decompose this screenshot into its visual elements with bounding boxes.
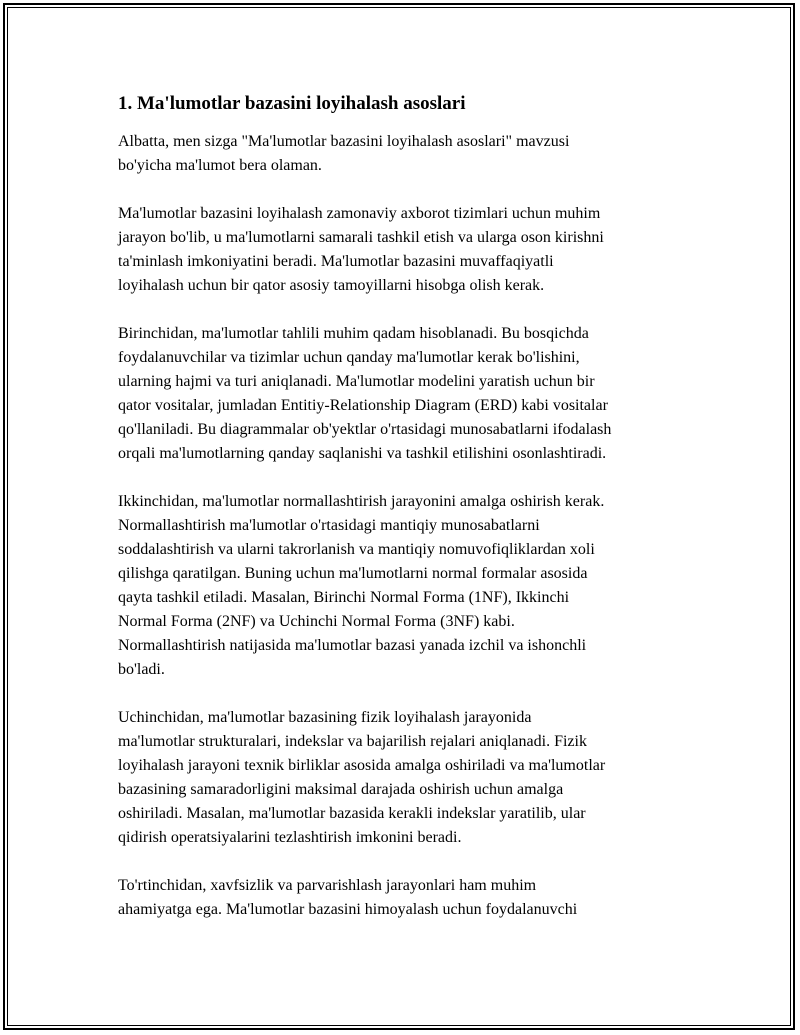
text-line: orqali ma'lumotlarning qanday saqlanishi va tashkil etilishini osonlashtiradi.	[118, 445, 607, 462]
text-line: soddalashtirish va ularni takrorlanish va mantiqiy nomuvofiqliklardan xoli	[118, 541, 595, 558]
paragraph-overview	[118, 202, 698, 298]
text-line: ma'lumotlar strukturalari, indekslar va bajarilish rejalari aniqlanadi. Fizik	[118, 733, 587, 750]
paragraph-second	[118, 490, 698, 682]
text-line: qidirish operatsiyalarini tezlashtirish imkonini beradi.	[118, 829, 462, 846]
paragraph-first	[118, 322, 698, 466]
text-line: jarayon bo'lib, u ma'lumotlarni samarali tashkil etish va ularga oson kirishni	[118, 229, 604, 246]
text-line: loyihalash uchun bir qator asosiy tamoyillarni hisobga olish kerak.	[118, 277, 545, 294]
section-heading: 1. Ma'lumotlar bazasini loyihalash asoslari	[118, 93, 466, 114]
paragraph-third	[118, 706, 698, 850]
text-line: bo'ladi.	[118, 661, 165, 678]
text-line: Ma'lumotlar bazasini loyihalash zamonaviy axborot tizimlari uchun muhim	[118, 205, 601, 222]
text-line: qo'llaniladi. Bu diagrammalar ob'yektlar o'rtasidagi munosabatlarni ifodalash	[118, 421, 612, 438]
text-line: To'rtinchidan, xavfsizlik va parvarishlash jarayonlari ham muhim	[118, 877, 537, 894]
text-line: oshiriladi. Masalan, ma'lumotlar bazasida kerakli indekslar yaratilib, ular	[118, 805, 586, 822]
paragraph-intro	[118, 130, 698, 178]
text-line: foydalanuvchilar va tizimlar uchun qanday ma'lumotlar kerak bo'lishini,	[118, 349, 580, 366]
text-line: Normallashtirish ma'lumotlar o'rtasidagi mantiqiy munosabatlarni	[118, 517, 540, 534]
text-line: Albatta, men sizga "Ma'lumotlar bazasini loyihalash asoslari" mavzusi	[118, 133, 570, 150]
document-body	[118, 92, 698, 946]
text-line: qayta tashkil etiladi. Masalan, Birinchi Normal Forma (1NF), Ikkinchi	[118, 589, 570, 606]
text-line: Uchinchidan, ma'lumotlar bazasining fizik loyihalash jarayonida	[118, 709, 532, 726]
text-line: qilishga qaratilgan. Buning uchun ma'lumotlarni normal formalar asosida	[118, 565, 588, 582]
text-line: Normal Forma (2NF) va Uchinchi Normal Forma (3NF) kabi.	[118, 613, 515, 630]
paragraph-fourth	[118, 874, 698, 922]
text-line: bo'yicha ma'lumot bera olaman.	[118, 157, 322, 174]
text-line: Normallashtirish natijasida ma'lumotlar bazasi yanada izchil va ishonchli	[118, 637, 587, 654]
text-line: ahamiyatga ega. Ma'lumotlar bazasini himoyalash uchun foydalanuvchi	[118, 901, 578, 918]
text-line: ularning hajmi va turi aniqlanadi. Ma'lumotlar modelini yaratish uchun bir	[118, 373, 595, 390]
text-line: bazasining samaradorligini maksimal darajada oshirish uchun amalga	[118, 781, 564, 798]
text-line: Birinchidan, ma'lumotlar tahlili muhim qadam hisoblanadi. Bu bosqichda	[118, 325, 589, 342]
text-line: qator vositalar, jumladan Entitiy-Relationship Diagram (ERD) kabi vositalar	[118, 397, 608, 414]
text-line: Ikkinchidan, ma'lumotlar normallashtirish jarayonini amalga oshirish kerak.	[118, 493, 605, 510]
text-line: ta'minlash imkoniyatini beradi. Ma'lumotlar bazasini muvaffaqiyatli	[118, 253, 554, 270]
text-line: loyihalash jarayoni texnik birliklar asosida amalga oshiriladi va ma'lumotlar	[118, 757, 606, 774]
